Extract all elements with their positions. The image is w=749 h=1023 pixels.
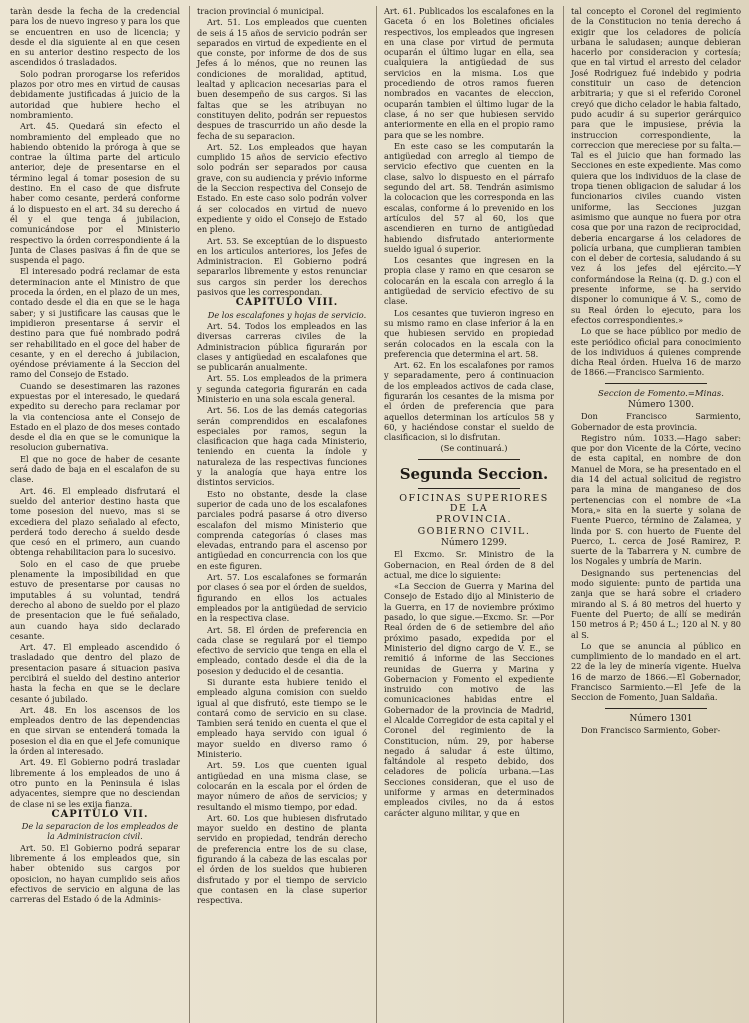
- paragraph: Art. 52. Los empleados que hayan cumplido 15 años de servicio efectivo solo podrán ser separados por causa grave, con su audiencia y prévio informe de la Seccion respectiva del Consejo de Estado. En este caso solo podrán volver á ser colocados en virtud de nuevo expediente y oido el Consejo de Estado en pleno.: [197, 141, 367, 235]
- paragraph: Art. 56. Los de las demás categorias serán comprendidos en escalafones especiales por ramos, segun la clasificacion que haga cada Ministerio, teniendo en cuenta la índole y naturaleza de las respectivas funciones y la analogía que haya entre los distintos servicios.: [197, 405, 367, 488]
- columns: [10, 6, 741, 1023]
- paragraph: Art. 55. Los empleados de la primera y segunda categoria figurarán en cada Ministerio en una sola escala general.: [197, 373, 367, 404]
- paragraph: Art. 49. El Gobierno podrá trasladar libremente á los empleados de uno á otro punto en la Peninsula é islas adyacentes, siempre que no desciendan de clase ni se les exija fianza.: [10, 757, 180, 809]
- paragraph: Los cesantes que tuvieron ingreso en su mismo ramo en clase inferior á la en que hubiesen servido en propiedad serán colocados en la escala con la preferencia que determina el art. 58.: [384, 307, 554, 359]
- section-title: Segunda Seccion.: [399, 464, 549, 483]
- paragraph: Art. 47. El empleado ascendido ó trasladado que dentro del plazo de presentacion pasare á situacion pasiva percibirá el sueldo del destino anterior hasta la fecha en que se le declare cesante ó jubilado.: [10, 642, 180, 704]
- paragraph: Cuando se desestimaren las razones expuestas por el interesado, le quedará expedito su derecho para reclamar por la via contenciosa ante el Consejo de Estado en el plazo de dos meses contado desde el dia en que se le comunique la resolucion gubernativa.: [10, 380, 180, 453]
- paragraph: Art. 61. Publicados los escalafones en la Gaceta ó en los Boletines oficiales respectivos, los empleados que ingresen en una clase por virtud de permuta ocuparán el último lugar en ella, sea cualquiera la antigüedad de sus servicios en la misma. Los que procediendo de otros ramos fueren nombrados en vacantes de eleccion, ocuparán tambien el último lugar de la clase, á no ser que hubiesen servido anteriormente en ella en el propio ramo para que se les nombre.: [384, 6, 554, 140]
- continued-note: (Se continuará.): [440, 443, 508, 454]
- chapter-heading: CAPITULO VII.: [51, 808, 149, 820]
- paragraph: Art. 60. Los que hubiesen disfrutado mayor sueldo en destino de planta servido en propiedad, tendrán derecho de preferencia entre los de su clase, figurando á la cabeza de las escalas por el órden de los sueldos que hubieren disfrutado y por el tiempo de servicio que contasen en la clase superior respectiva.: [197, 812, 367, 906]
- paragraph: Registro núm. 1033.—Hago saber: que por don Vicente de la Córte, vecino de esta capital, en nombre de don Manuel de Mora, se ha presentado en el dia 14 del actual solicitud de registro para la mina de manganeso de dos pertenencias con el nombre de «La Mora,» sita en la suerte y solana de Fuente Puerco, término de Zalamea, y linda por S. con huerto de Fuente del Puerco, L. cerca de José Ramirez, P. suerte de la Tabarrera y N. cumbre de los Nogales y umbría de Marin.: [571, 432, 741, 567]
- paragraph: «La Seccion de Guerra y Marina del Consejo de Estado dijo al Ministerio de la Guerra, en 17 de noviembre próximo pasado, lo que sigue.—Excmo. Sr. —Por Real órden de 6 de setiembre del año próximo pasado, expedida por el Ministerio del digno cargo de V. E., se remitió á informe de las Secciones reunidas de Guerra y Marina y Gobernacion y Fomento el expediente instruido con motivo de las comunicaciones habidas entre el Gobernador de la provincia de Madrid, el Alcalde Corregidor de esta capital y el Coronel del regimiento de la Constitucion, núm. 29, por haberse negado á saludar á este último, faltándole al respeto debido, dos celadores de policía urbana.—Las Secciones consideran, que el uso de uniforme y armas en determinados empleados civiles, no da á estos carácter alguno militar, y que en: [384, 581, 554, 818]
- divider: [605, 383, 707, 384]
- paragraph: Lo que se hace público por medio de este periódico oficial para conocimiento de los individuos á quienes comprende dicha Real órden. Huelva 16 de marzo de 1866.—Francisco Sarmiento.: [571, 326, 741, 378]
- column-4: [563, 6, 741, 1023]
- chapter-subtitle: De la separacion de los empleados de la Administracion civil.: [21, 821, 179, 842]
- paragraph: Art. 58. El órden de preferencia en cada clase se regulará por el tiempo efectivo de servicio que tenga en ella el empleado, contado desde el dia de la posesion y deducido el de cesantia.: [197, 624, 367, 676]
- paragraph: tracion provincial ó municipal.: [197, 6, 325, 16]
- paragraph: Designando sus pertenencias del modo siguiente: punto de partida una zanja que se hará sobre el criadero mirando al S. á 80 metros del huerto y Fuente del Puerto; de allí se medirán 150 metros á P.; 450 á L.; 120 al N. y 80 al S.: [571, 567, 741, 640]
- subsection-title: Seccion de Fomento.=Minas.: [598, 388, 724, 399]
- notice-number: Número 1301: [629, 713, 693, 724]
- paragraph: Art. 46. El empleado disfrutará el sueldo del anterior destino hasta que tome posesion del nuevo, mas si se excediera del plazo señalado al efecto, perderá todo derecho á sueldo desde que cesó en el primero, aun cuando obtenga rehabilitacion para lo sucesivo.: [10, 485, 180, 558]
- paragraph: Don Francisco Sarmiento, Gober-: [581, 724, 721, 735]
- paragraph: Art. 62. En los escalafones por ramos y separadamente, pero á continuacion de los empleados activos de cada clase, figurarán los cesantes de la misma por el órden de preferencia que para aquellos determinan los artículos 58 y 60, y haciéndose constar el sueldo de clasificacion, si lo disfrutan.: [384, 360, 554, 443]
- notice-number: Número 1300.: [628, 399, 694, 410]
- notice-number: Número 1299.: [441, 537, 507, 548]
- office-heading: PROVINCIA.: [436, 514, 512, 526]
- paragraph: Solo podran prorogarse los referidos plazos por otro mes en virtud de causas debidamente justificadas á juicio de la autoridad que hubiere hecho el nombramiento.: [10, 68, 180, 120]
- paragraph: El interesado podrá reclamar de esta determinacion ante el Ministro de que proceda la órden, en el plazo de un mes, contado desde el dia en que se le haga saber; y si justificare las causas que le impidieron presentarse á servir el destino para que fué nombrado podrá ser rehabilitado en el goce del haber de cesante, y en el derecho á jubilacion, oyéndose préviamente á la Seccion del ramo del Consejo de Estado.: [10, 266, 180, 380]
- office-heading: GOBIERNO CIVIL.: [417, 525, 531, 537]
- paragraph: En este caso se les computarán la antigüedad con arreglo al tiempo de servicio efectivo que cuenten en la clase, salvo lo dispuesto en el párrafo segundo del art. 58. Tendrán asimismo la colocacion que les corresponda en las escalas, conforme á lo prevenido en los artículos del 57 al 60, los que ascendieren en turno de antigüedad habiendo disfrutado anteriormente sueldo igual ó superior.: [384, 140, 554, 254]
- divider: [418, 488, 520, 489]
- office-heading: OFICINAS SUPERIORES DE LA: [399, 492, 549, 515]
- paragraph: El que no goce de haber de cesante será dado de baja en el escalafon de su clase.: [10, 453, 180, 485]
- paragraph: Art. 59. Los que cuenten igual antigüedad en una misma clase, se colocarán en la escala por el órden de mayor número de años de servicios; y resultando el mismo tiempo, por edad.: [197, 760, 367, 812]
- column-1: [10, 6, 180, 1023]
- paragraph: Lo que se anuncia al público en cumplimiento de lo mandado en el art. 22 de la ley de minería vigente. Huelva 16 de marzo de 1866.—El Gobernador, Francisco Sarmiento.—El Jefe de la Seccion de Fomento, Juan Saldaña.: [571, 640, 741, 703]
- paragraph: Art. 45. Quedará sin efecto el nombramiento del empleado que no habiendo obtenido la próroga à que se contrae la última parte del articulo anterior, deje de presentarse en el término legal á tomar posesion de su destino. En el caso de que disfrute haber como cesante, perderá conforme á lo dispuesto en el art. 34 su derecho á él y el que tenga á jubilacion, comunicándose por el Ministerio respectivo la órden correspondiente á la Junta de Clases pasivas á fin de que se suspenda el pago.: [10, 121, 180, 266]
- paragraph: Esto no obstante, desde la clase superior de cada uno de los escalafones parciales podrá pasarse á otro diverso escalafon del mismo Ministerio que comprenda categorías ó clases mas elevadas, entrando para el ascenso por antigüedad en concurrencia con los que en este figuren.: [197, 488, 367, 571]
- paragraph: El Excmo. Sr. Ministro de la Gobernacion, en Real órden de 8 del actual, me dice lo siguiente:: [384, 549, 554, 580]
- paragraph: Art. 53. Se exceptúan de lo dispuesto en los articulos anteriores, los Jefes de Administracion. El Gobierno podrá separarlos libremente y estos renunciar sus cargos sin perder los derechos pasivos que les correspondan.: [197, 235, 367, 298]
- chapter-subtitle: De los escalafones y hojas de servicio.: [207, 309, 367, 320]
- column-2: [189, 6, 367, 1023]
- paragraph: Si durante esta hubiere tenido el empleado alguna comision con sueldo igual al que disfrutó, este tiempo se le contará como de servicio en su clase. Tambien será tenido en cuenta el que el empleado haya servido con igual ó mayor sueldo en diverso ramo ó Ministerio.: [197, 677, 367, 760]
- divider: [418, 459, 520, 460]
- paragraph: Art. 54. Todos los empleados en las diversas carreras civiles de la Administracion pública figurarán por clases y antigüedad en escalafones que se publicarán anualmente.: [197, 320, 367, 373]
- paragraph: Los cesantes que ingresen en la propia clase y ramo en que cesaron se colocarán en la escala con arreglo á la antigüedad de servicio efectivo de su clase.: [384, 255, 554, 307]
- divider: [605, 708, 707, 709]
- paragraph: Art. 50. El Gobierno podrá separar libremente á los empleados que, sin haber obtenido sus cargos por oposicion, no hayan cumplido seis años efectivos de servicio en alguna de las carreras del Estado ó de la Adminis-: [10, 842, 180, 905]
- paragraph: Solo en el caso de que pruebe plenamente la imposibilidad en que estuvo de presentarse por causas no imputables á su voluntad, tendrá derecho al abono de sueldo por el plazo de presentacion que le fué señalado, aun cuando haya sido declarado cesante.: [10, 558, 180, 641]
- paragraph: taràn desde la fecha de la credencial para los de nuevo ingreso y para los que se encuentren en uso de licencia; y desde el dia siguiente al en que cesen en su anterior destino respecto de los ascendidos ó trasladados.: [10, 6, 180, 68]
- chapter-heading: CAPITULO VIII.: [235, 297, 339, 309]
- paragraph: tal concepto el Coronel del regimiento de la Constitucion no tenia derecho á exigir que los celadores de policía urbana le saludasen; aunque debieran hacerlo por consideracion y cortesía; que en tal virtud el arresto del celador José Rodriguez fué indebido y podria constituir un caso de detencion arbitraria; y que si el referido Coronel creyó que dicho celador le habia faltado, pudo acudir á su superior gerárquico para que le impusiese, prévia la instruccion correspondiente, la correccion que mereciese por su falta.—Tal es el juicio que han formado las Secciones en este expediente. Mas como quiera que los individuos de la clase de tropa tienen obligacion de saludar á los funcionarios civiles cuando visten uniforme, las Secciones juzgan asimismo que aunque no fuera por otra cosa que por una razon de reciprocidad, deberia encargarse á los celadores de policía urbana, que cumplieran tambien con el deber de cortesia, saludando á su vez á los jefes del ejército.—Y conformándose la Reina (q. D. g.) con el presente informe, se ha servido disponer lo comunique á V. S., como de su Real órden lo ejecuto, para los efectos correspondientes.»: [571, 6, 741, 325]
- paragraph: Art. 48. En los ascensos de los empleados dentro de las dependencias en que sirvan se entenderá tomada la posesion el dia en que el Jefe comunique la órden al interesado.: [10, 704, 180, 757]
- paragraph: Art. 57. Los escalafones se formarán por clases ó sea por el órden de sueldos, figurando en ellos los actuales empleados por la antigüedad de servicio en la respectiva clase.: [197, 572, 367, 624]
- column-3: [376, 6, 554, 1023]
- paragraph: Art. 51. Los empleados que cuenten de seis á 15 años de servicio podrán ser separados en virtud de expediente en el que conste, por informe de dos de sus Jefes á lo ménos, que no reunen las condiciones de moralidad, aptitud, lealtad y aplicacion necesarias para el buen desempeño de sus cargos. Si las faltas que se les atribuyan no constituyen delito, podrán ser repuestos despues de trascurrido un año desde la fecha de su separacion.: [197, 17, 367, 141]
- paragraph: Don Francisco Sarmiento, Gobernador de esta provincia.: [571, 411, 741, 432]
